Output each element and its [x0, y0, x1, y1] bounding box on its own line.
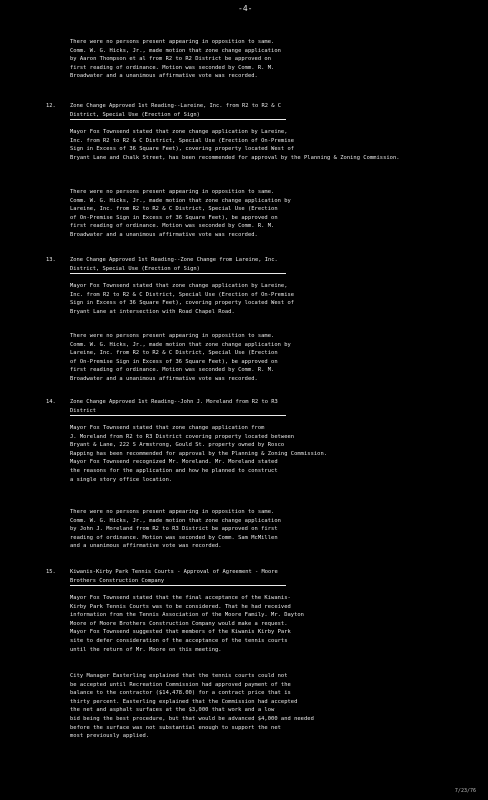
item-heading: Zone Change Approved 1st Reading--Zone Change from Lareine, Inc. District, Special Use (Erection of Sign): [70, 257, 278, 272]
item-number: 15.: [46, 569, 56, 575]
minutes-paragraph: Mayor Fox Townsend stated that zone change application by Lareine, Inc. from R2 to R2 & C District, Special Use (Erection of On-Premise Sign in Excess of 36 Square Feet), covering property located West of Bryant Lane at intersection with Road Chapel Road.: [70, 283, 295, 315]
minutes-paragraph: City Manager Easterling explained that the tennis courts could not be accepted until Recreation Commission had approved payment of the balance to the contractor ($14,478.00) for a contract price that is thirty percent. Easterling explained that the Commission had accepted the net and asphalt surfaces at the $3,000 that work and a low bid being the best procedure, but that would be advanced $4,000 and needed before the surface was not substantial enough to support the net most previously applied.: [70, 673, 314, 740]
minutes-paragraph: There were no persons present appearing in opposition to same. Comm. W. G. Hicks, Jr., made motion that zone change application by John J. Moreland from R2 to R3 District be approved on first reading of ordinance. Motion was seconded by Comm. Sam McMillen and a unanimous affirmative vote was recorded.: [70, 509, 281, 550]
item-number: 14.: [46, 399, 56, 405]
page-footer-code: 7/23/76: [454, 788, 476, 794]
heading-underline: [70, 415, 286, 416]
minutes-paragraph: There were no persons present appearing in opposition to same. Comm. W. G. Hicks, Jr., made motion that zone change application by Lareine, Inc. from R2 to R2 & C District, Special Use (Erection of On-Premise Sign in Excess of 36 Square Feet), be approved on first reading of ordinance. Motion was seconded by Comm. R. M. Broadwater and a unanimous affirmative vote was recorded.: [70, 189, 291, 238]
minutes-paragraph: There were no persons present appearing in opposition to same. Comm. W. G. Hicks, Jr., made motion that zone change application by Aaron Thompson et al from R2 to R2 District be approved on first reading of ordinance. Motion was seconded by Comm. R. M. Broadwater and a unanimous affirmative vote was recorded.: [70, 39, 281, 80]
item-number: 12.: [46, 103, 56, 109]
heading-underline: [70, 585, 286, 586]
item-heading: Kiwanis-Kirby Park Tennis Courts - Approval of Agreement - Moore Brothers Construction Company: [70, 569, 278, 584]
page-number: -4-: [238, 4, 253, 13]
item-heading: Zone Change Approved 1st Reading--John J. Moreland from R2 to R3 District: [70, 399, 278, 414]
minutes-paragraph: There were no persons present appearing in opposition to same. Comm. W. G. Hicks, Jr., made motion that zone change application by Lareine, Inc. from R2 to R2 & C District, Special Use (Erection of On-Premise Sign in Excess of 36 Square Feet), be approved on first reading of ordinance. Motion was seconded by Comm. R. M. Broadwater and a unanimous affirmative vote was recorded.: [70, 333, 291, 382]
minutes-paragraph: Mayor Fox Townsend stated that zone change application by Lareine, Inc. from R2 to R2 & C District, Special Use (Erection of On-Premise Sign in Excess of 36 Square Feet), covering property located West of Bryant Lane and Chalk Street, has been recommended for approval by the Planning & Zoning Commission.: [70, 129, 400, 161]
minutes-paragraph: Mayor Fox Townsend stated that zone change application from J. Moreland from R2 to R3 District covering property located between Bryant & Lane, 222 S Armstrong, Gould St. property owned by Rosco Rapping has been recommended for approval by the Planning & Zoning Commission. Mayor Fox Townsend recognized Mr. Moreland. Mr. Moreland stated the reasons for the application and how he planned to construct a single story office location.: [70, 425, 328, 483]
heading-underline: [70, 119, 286, 120]
item-number: 13.: [46, 257, 56, 263]
item-heading: Zone Change Approved 1st Reading--Lareine, Inc. from R2 to R2 & C District, Special Use (Erection of Sign): [70, 103, 281, 118]
heading-underline: [70, 273, 286, 274]
minutes-paragraph: Mayor Fox Townsend stated that the final acceptance of the Kiwanis- Kirby Park Tennis Courts was to be considered. That he had received information from the Tennis Association of the Moore Family. Mr. Dayton Moore of Moore Brothers Construction Company would make a request. Mayor Fox Townsend suggested that members of the Kiwanis Kirby Park site to defer consideration of the acceptance of the tennis courts until the return of Mr. Moore on this meeting.: [70, 595, 304, 653]
